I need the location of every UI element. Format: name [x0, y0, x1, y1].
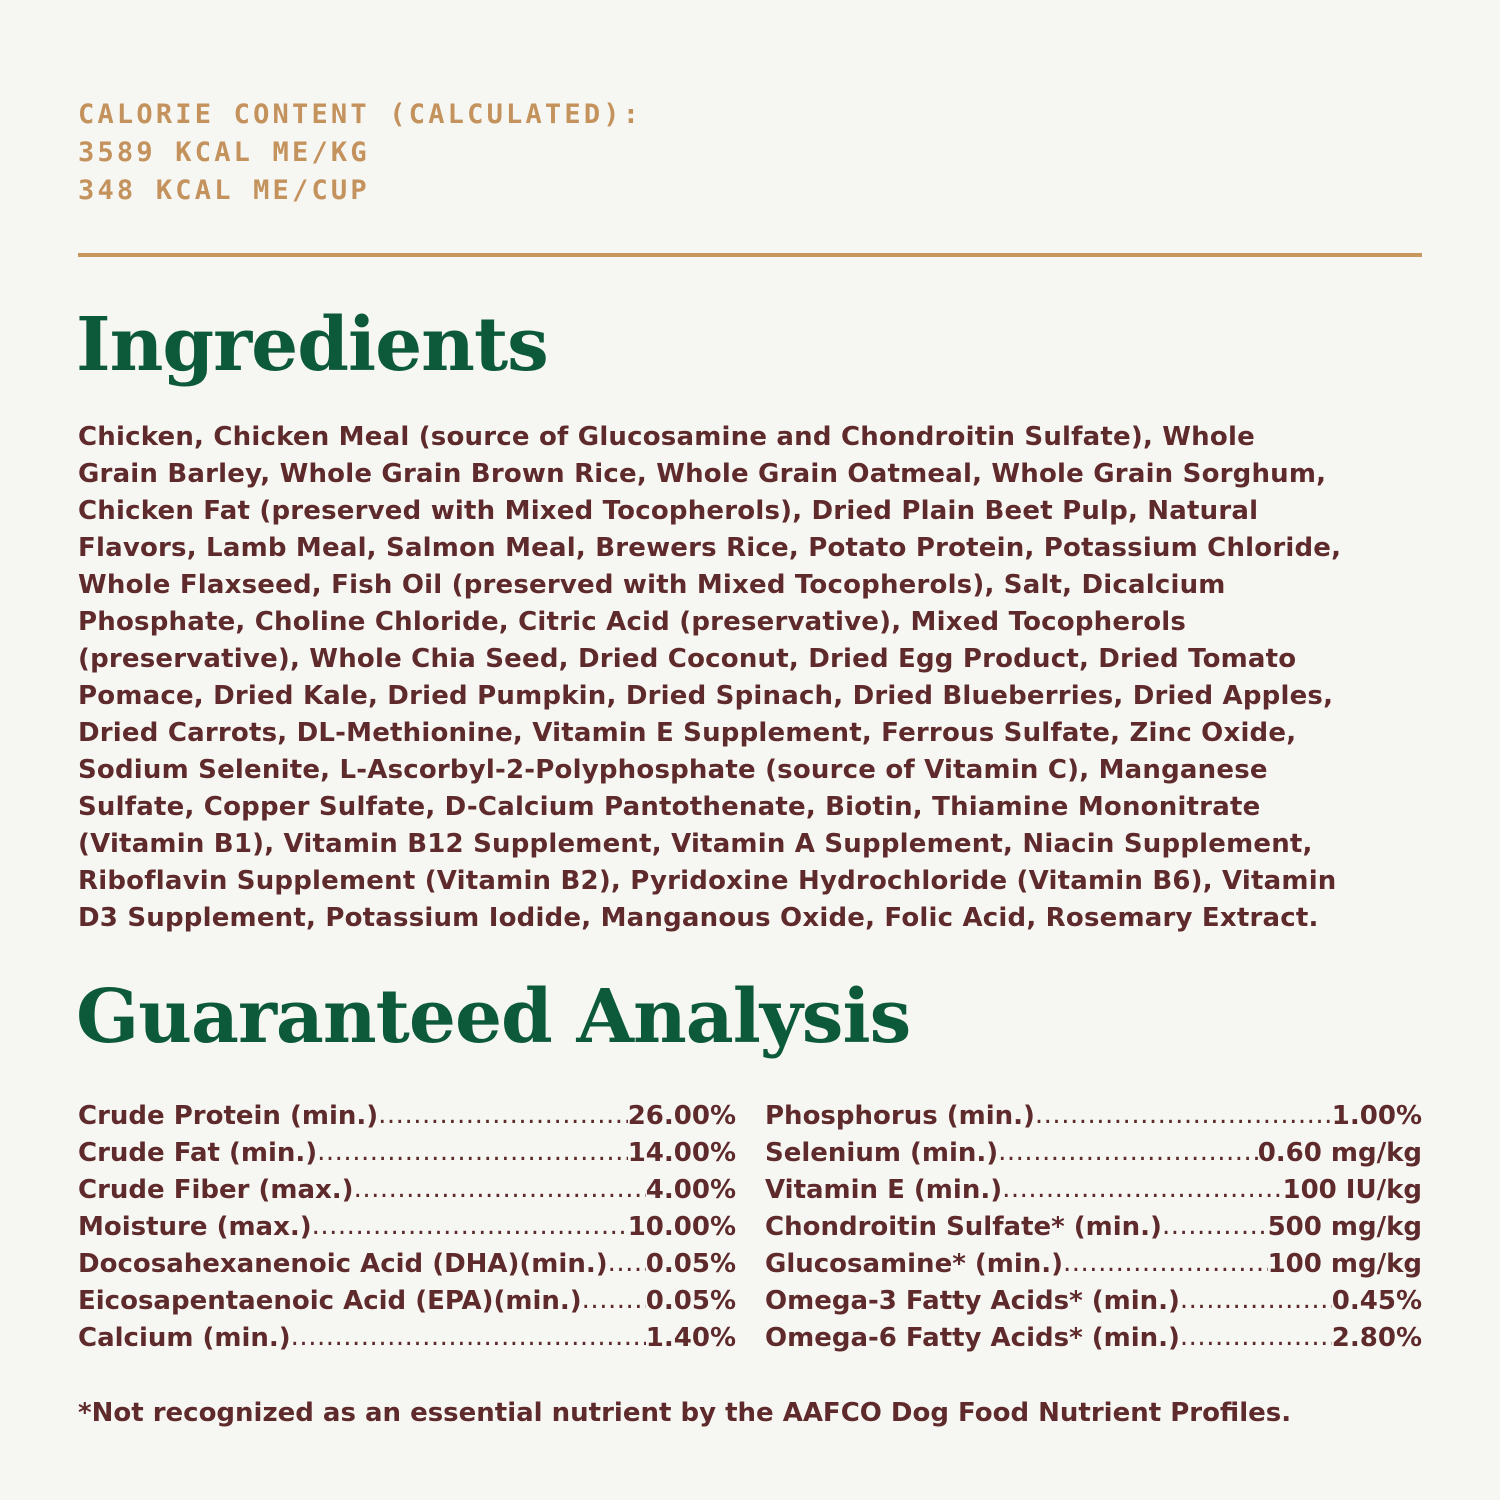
ingredients-line: Pomace, Dried Kale, Dried Pumpkin, Dried Spinach, Dried Blueberries, Dried Apples, — [78, 681, 1334, 711]
leader-dots — [1063, 1245, 1268, 1282]
leader-dots — [378, 1097, 628, 1134]
analysis-value: 1.00% — [1331, 1101, 1422, 1131]
section-divider — [78, 253, 1422, 257]
analysis-row — [78, 1283, 736, 1320]
analysis-label: Selenium (min.) — [765, 1138, 999, 1168]
analysis-label: Omega-3 Fatty Acids* (min.) — [765, 1286, 1180, 1316]
guaranteed-analysis-title: Guaranteed Analysis — [76, 974, 911, 1060]
calorie-per-kg: 3589 KCAL ME/KG — [78, 137, 370, 168]
analysis-value: 100 mg/kg — [1267, 1249, 1422, 1279]
analysis-value: 26.00% — [627, 1101, 736, 1131]
leader-dots — [354, 1171, 646, 1208]
analysis-value: 0.05% — [645, 1286, 736, 1316]
analysis-label: Chondroitin Sulfate* (min.) — [765, 1212, 1162, 1242]
aafco-footnote: *Not recognized as an essential nutrient by the AAFCO Dog Food Nutrient Profiles. — [78, 1398, 1292, 1428]
ingredients-title: Ingredients — [76, 302, 548, 388]
calorie-per-cup: 348 KCAL ME/CUP — [78, 175, 370, 206]
calorie-heading: CALORIE CONTENT (CALCULATED): — [78, 99, 643, 130]
analysis-label: Crude Protein (min.) — [78, 1101, 379, 1131]
analysis-label: Crude Fiber (max.) — [78, 1175, 354, 1205]
analysis-row — [765, 1172, 1422, 1209]
ingredients-line: Sodium Selenite, L-Ascorbyl-2-Polyphosphate (source of Vitamin C), Manganese — [78, 755, 1268, 785]
analysis-row — [78, 1320, 736, 1357]
analysis-value: 500 mg/kg — [1267, 1212, 1422, 1242]
calorie-content — [78, 96, 642, 210]
ingredients-line: Chicken, Chicken Meal (source of Glucosamine and Chondroitin Sulfate), Whole — [78, 422, 1255, 452]
analysis-value: 1.40% — [645, 1323, 736, 1353]
analysis-value: 14.00% — [627, 1138, 736, 1168]
analysis-label: Vitamin E (min.) — [765, 1175, 1003, 1205]
ingredients-line: Chicken Fat (preserved with Mixed Tocopherols), Dried Plain Beet Pulp, Natural — [78, 496, 1259, 526]
analysis-label: Phosphorus (min.) — [765, 1101, 1035, 1131]
analysis-label: Docosahexanenoic Acid (DHA)(min.) — [78, 1249, 608, 1279]
analysis-value: 0.05% — [645, 1249, 736, 1279]
leader-dots — [1162, 1208, 1268, 1245]
ingredients-line: Dried Carrots, DL-Methionine, Vitamin E Supplement, Ferrous Sulfate, Zinc Oxide, — [78, 718, 1297, 748]
analysis-row — [765, 1209, 1422, 1246]
analysis-row — [765, 1283, 1422, 1320]
analysis-row — [78, 1098, 736, 1135]
analysis-row — [78, 1135, 736, 1172]
analysis-row — [78, 1172, 736, 1209]
ingredients-line: (preservative), Whole Chia Seed, Dried Coconut, Dried Egg Product, Dried Tomato — [78, 644, 1297, 674]
analysis-label: Omega-6 Fatty Acids* (min.) — [765, 1323, 1180, 1353]
analysis-row — [78, 1246, 736, 1283]
analysis-value: 0.45% — [1331, 1286, 1422, 1316]
ingredients-line: D3 Supplement, Potassium Iodide, Manganous Oxide, Folic Acid, Rosemary Extract. — [78, 903, 1319, 933]
analysis-value: 100 IU/kg — [1282, 1175, 1422, 1205]
leader-dots — [1180, 1319, 1332, 1356]
analysis-column-right — [765, 1098, 1422, 1357]
analysis-value: 10.00% — [627, 1212, 736, 1242]
ingredients-text — [78, 419, 1422, 937]
leader-dots — [291, 1319, 646, 1356]
ingredients-line: Grain Barley, Whole Grain Brown Rice, Whole Grain Oatmeal, Whole Grain Sorghum, — [78, 459, 1327, 489]
analysis-label: Glucosamine* (min.) — [765, 1249, 1064, 1279]
analysis-label: Crude Fat (min.) — [78, 1138, 318, 1168]
analysis-label: Moisture (max.) — [78, 1212, 312, 1242]
leader-dots — [317, 1134, 628, 1171]
analysis-value: 4.00% — [645, 1175, 736, 1205]
analysis-label: Calcium (min.) — [78, 1323, 291, 1353]
analysis-row — [765, 1320, 1422, 1357]
leader-dots — [582, 1282, 646, 1319]
ingredients-line: Phosphate, Choline Chloride, Citric Acid (preservative), Mixed Tocopherols — [78, 607, 1187, 637]
ingredients-line: (Vitamin B1), Vitamin B12 Supplement, Vitamin A Supplement, Niacin Supplement, — [78, 829, 1313, 859]
leader-dots — [1035, 1097, 1332, 1134]
leader-dots — [608, 1245, 646, 1282]
ingredients-line: Flavors, Lamb Meal, Salmon Meal, Brewers Rice, Potato Protein, Potassium Chloride, — [78, 533, 1342, 563]
analysis-row — [78, 1209, 736, 1246]
ingredients-line: Whole Flaxseed, Fish Oil (preserved with Mixed Tocopherols), Salt, Dicalcium — [78, 570, 1226, 600]
analysis-label: Eicosapentaenoic Acid (EPA)(min.) — [78, 1286, 582, 1316]
leader-dots — [1180, 1282, 1332, 1319]
leader-dots — [1002, 1171, 1282, 1208]
ingredients-line: Sulfate, Copper Sulfate, D-Calcium Pantothenate, Biotin, Thiamine Mononitrate — [78, 792, 1261, 822]
analysis-row — [765, 1135, 1422, 1172]
leader-dots — [998, 1134, 1258, 1171]
leader-dots — [312, 1208, 628, 1245]
analysis-row — [765, 1098, 1422, 1135]
analysis-value: 2.80% — [1331, 1323, 1422, 1353]
analysis-row — [765, 1246, 1422, 1283]
analysis-column-left — [78, 1098, 736, 1357]
ingredients-line: Riboflavin Supplement (Vitamin B2), Pyridoxine Hydrochloride (Vitamin B6), Vitamin — [78, 866, 1337, 896]
analysis-value: 0.60 mg/kg — [1257, 1138, 1422, 1168]
